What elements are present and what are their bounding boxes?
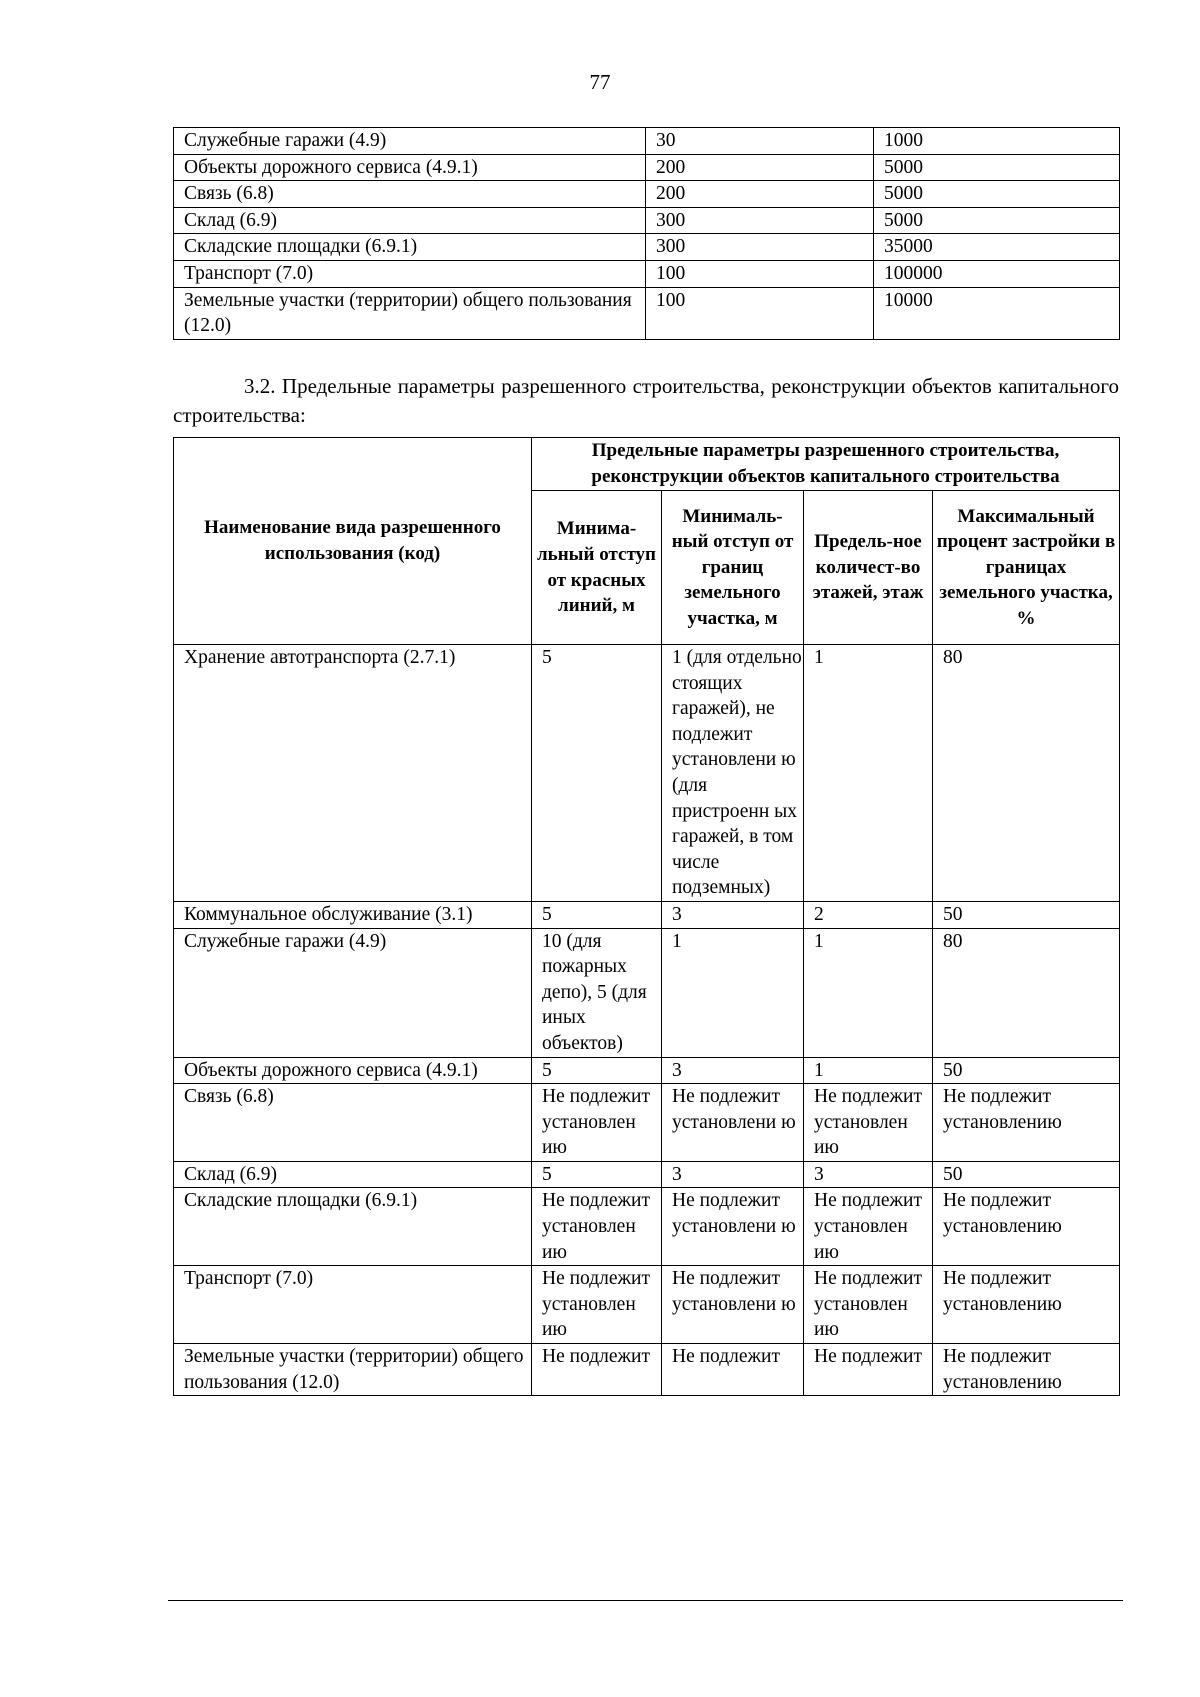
table-cell: 2	[804, 901, 933, 928]
table-cell: 5	[532, 645, 662, 902]
table-cell: 1	[804, 645, 933, 902]
table-cell: 3	[662, 1057, 804, 1084]
table-cell: Не подлежит установлению	[933, 1344, 1120, 1396]
column-header-floors: Предель-ное количест-во этажей, этаж	[804, 491, 933, 645]
table-row	[174, 1057, 1120, 1084]
table-row	[174, 901, 1120, 928]
land-plot-size-table	[173, 127, 1120, 340]
column-header-coverage-percent: Максимальный процент застройки в границах земельного участка, %	[933, 491, 1120, 645]
footer-divider	[168, 1600, 1123, 1601]
building-parameters-table	[173, 437, 1120, 1396]
table-cell: Служебные гаражи (4.9)	[174, 128, 646, 155]
page-number: 77	[589, 70, 611, 94]
table-cell: Земельные участки (территории) общего пользования (12.0)	[174, 287, 646, 339]
table-cell: 5000	[874, 181, 1120, 208]
table-cell: Связь (6.8)	[174, 181, 646, 208]
table-cell: 50	[933, 1057, 1120, 1084]
table-row	[174, 645, 1120, 902]
table-cell: Не подлежит установлени ю	[662, 1084, 804, 1162]
table-cell: 100	[646, 287, 874, 339]
table-cell: 3	[662, 901, 804, 928]
table-cell: 100000	[874, 260, 1120, 287]
table-cell: Служебные гаражи (4.9)	[174, 928, 532, 1057]
table-cell: 10 (для пожарных депо), 5 (для иных объектов)	[532, 928, 662, 1057]
table-cell: Не подлежит установлению	[933, 1266, 1120, 1344]
table-cell: Не подлежит	[804, 1344, 933, 1396]
table-cell: 5	[532, 1161, 662, 1188]
table-row	[174, 154, 1120, 181]
table-cell: Земельные участки (территории) общего пользования (12.0)	[174, 1344, 532, 1396]
table-cell: 5000	[874, 207, 1120, 234]
table-cell: 50	[933, 1161, 1120, 1188]
table-row	[174, 207, 1120, 234]
table-cell: 5	[532, 901, 662, 928]
table-header-row	[174, 438, 1120, 491]
table-cell: 300	[646, 207, 874, 234]
table-cell: 80	[933, 645, 1120, 902]
table-cell: 1	[804, 928, 933, 1057]
table-cell: Склад (6.9)	[174, 207, 646, 234]
table-cell: Не подлежит установлению	[933, 1188, 1120, 1266]
column-header-boundary-setback: Минималь-ный отступ от границ земельного участка, м	[662, 491, 804, 645]
table-row	[174, 234, 1120, 261]
table-cell: Объекты дорожного сервиса (4.9.1)	[174, 154, 646, 181]
table-row	[174, 1266, 1120, 1344]
table-row	[174, 1161, 1120, 1188]
table-row	[174, 181, 1120, 208]
table-cell: 5	[532, 1057, 662, 1084]
table-cell: 100	[646, 260, 874, 287]
table-row	[174, 1084, 1120, 1162]
table-cell: Складские площадки (6.9.1)	[174, 1188, 532, 1266]
table-cell: 1000	[874, 128, 1120, 155]
table-cell: Склад (6.9)	[174, 1161, 532, 1188]
table-cell: 10000	[874, 287, 1120, 339]
table-cell: Складские площадки (6.9.1)	[174, 234, 646, 261]
table-cell: Не подлежит установлен ию	[532, 1266, 662, 1344]
table-cell: Коммунальное обслуживание (3.1)	[174, 901, 532, 928]
table-row	[174, 128, 1120, 155]
table-cell: 1 (для отдельно стоящих гаражей), не подлежит установлени ю (для пристроенн ых гаражей, в том числе подземных)	[662, 645, 804, 902]
table-cell: 1	[804, 1057, 933, 1084]
table-row	[174, 928, 1120, 1057]
table-cell: 30	[646, 128, 874, 155]
table-cell: Транспорт (7.0)	[174, 1266, 532, 1344]
table-cell: Хранение автотранспорта (2.7.1)	[174, 645, 532, 902]
column-group-header: Предельные параметры разрешенного строительства, реконструкции объектов капитального строительства	[532, 438, 1120, 491]
table-cell: 5000	[874, 154, 1120, 181]
table-cell: Не подлежит установлен ию	[804, 1266, 933, 1344]
table-cell: Связь (6.8)	[174, 1084, 532, 1162]
table-cell: 3	[804, 1161, 933, 1188]
table-cell: Не подлежит установлени ю	[662, 1266, 804, 1344]
table-row	[174, 1188, 1120, 1266]
table-row	[174, 287, 1120, 339]
table-cell: 300	[646, 234, 874, 261]
table-cell: Не подлежит	[532, 1344, 662, 1396]
table-row	[174, 1344, 1120, 1396]
table-cell: 80	[933, 928, 1120, 1057]
table-cell: Не подлежит	[662, 1344, 804, 1396]
table-cell: Не подлежит установлен ию	[804, 1188, 933, 1266]
table-cell: 3	[662, 1161, 804, 1188]
table-cell: 50	[933, 901, 1120, 928]
table-cell: Транспорт (7.0)	[174, 260, 646, 287]
table-row	[174, 260, 1120, 287]
table-cell: Не подлежит установлен ию	[804, 1084, 933, 1162]
table-cell: Не подлежит установлен ию	[532, 1188, 662, 1266]
table-cell: 200	[646, 181, 874, 208]
section-heading: 3.2. Предельные параметры разрешенного строительства, реконструкции объектов капитального строительства:	[173, 374, 1119, 427]
table-cell: 1	[662, 928, 804, 1057]
table-cell: Объекты дорожного сервиса (4.9.1)	[174, 1057, 532, 1084]
table-cell: Не подлежит установлени ю	[662, 1188, 804, 1266]
table-cell: 35000	[874, 234, 1120, 261]
column-header-red-line-setback: Минима-льный отступ от красных линий, м	[532, 491, 662, 645]
column-header-name: Наименование вида разрешенного использования (код)	[174, 438, 532, 645]
table-cell: Не подлежит установлению	[933, 1084, 1120, 1162]
table-cell: 200	[646, 154, 874, 181]
table-cell: Не подлежит установлен ию	[532, 1084, 662, 1162]
